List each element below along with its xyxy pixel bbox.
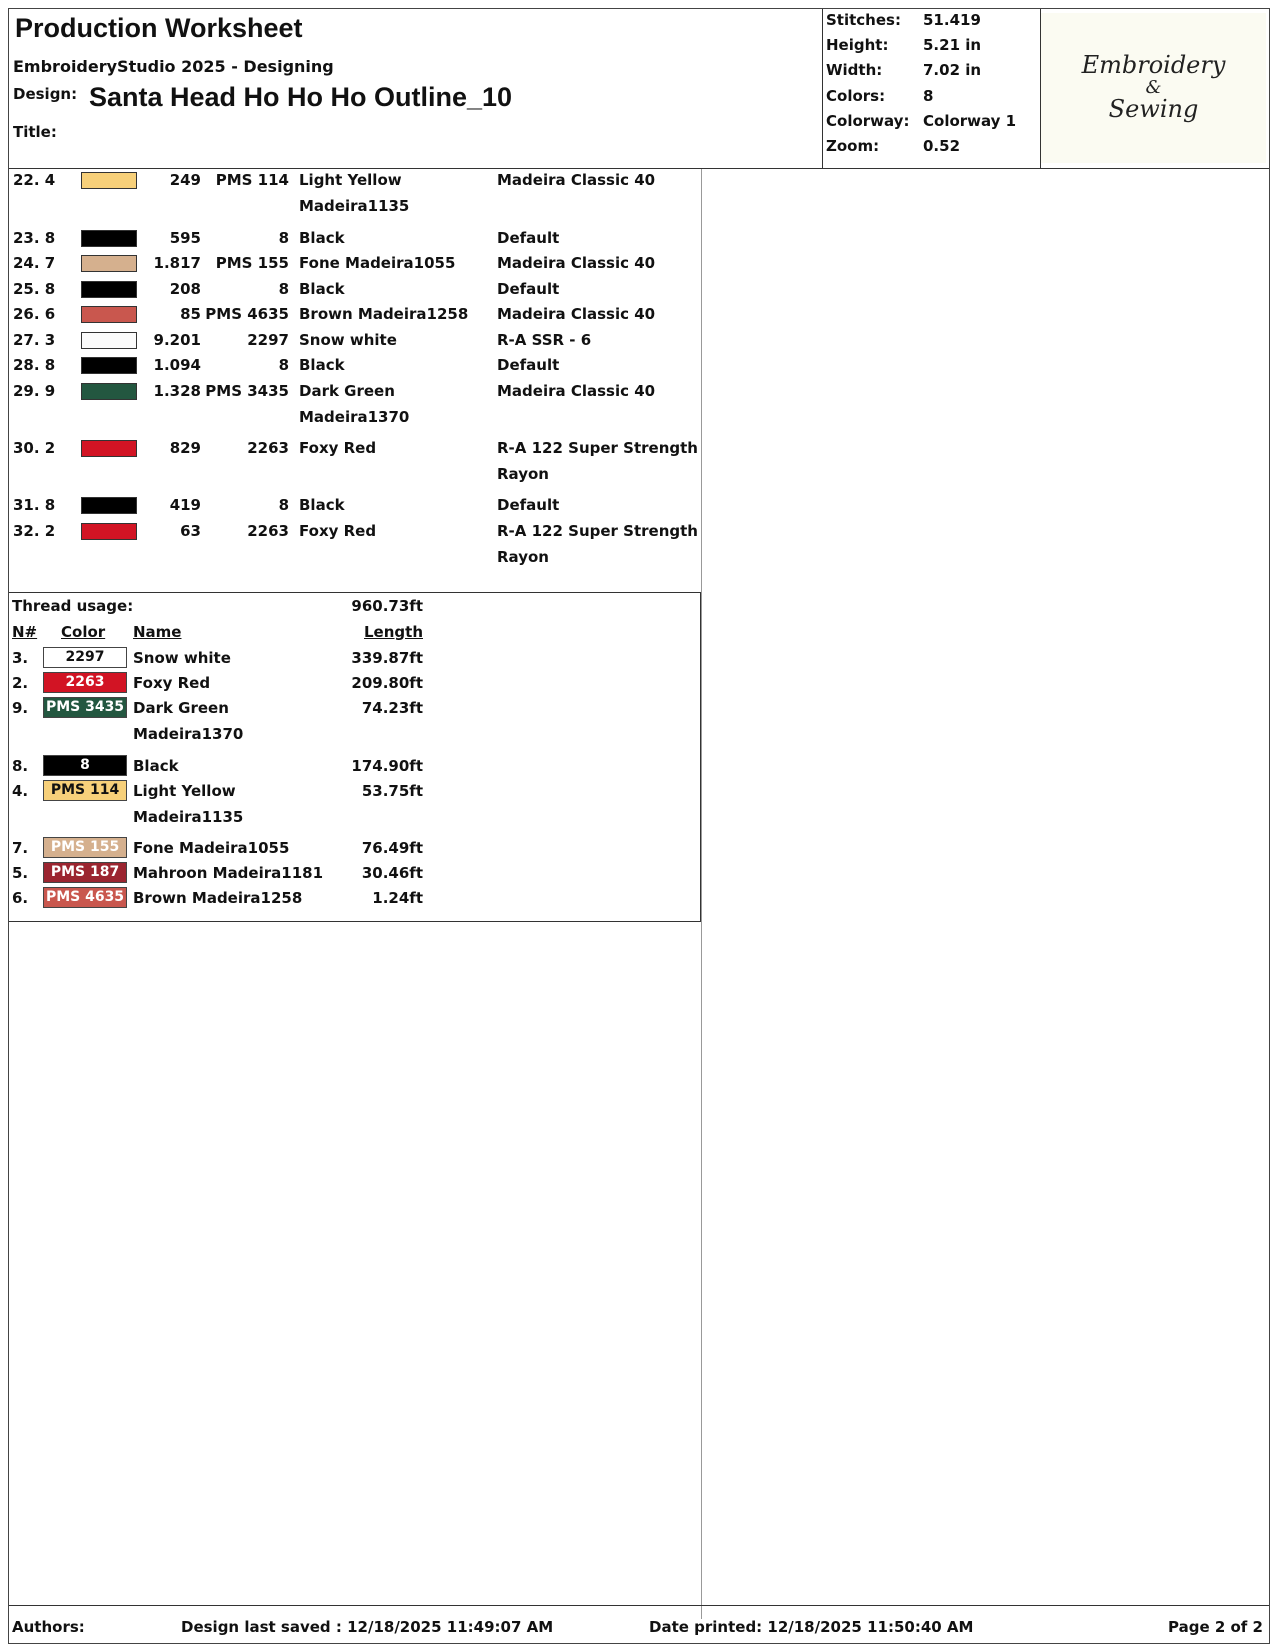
footer-page-number: Page 2 of 2	[1168, 1618, 1263, 1636]
stop-thread-brand: Default	[497, 356, 560, 374]
stat-value-colorway: Colorway 1	[923, 112, 1017, 130]
footer-date-printed: Date printed: 12/18/2025 11:50:40 AM	[649, 1618, 974, 1636]
usage-thread-name: Mahroon Madeira1181	[133, 864, 324, 882]
stop-thread-code: 8	[278, 229, 289, 247]
stop-thread-code: 8	[278, 356, 289, 374]
thread-usage-label: Thread usage:	[12, 597, 134, 615]
stop-thread-code: 8	[278, 280, 289, 298]
usage-thread-name: Brown Madeira1258	[133, 889, 303, 907]
stop-stitch-count: 249	[169, 171, 201, 189]
thread-color-chip: 2263	[43, 672, 127, 693]
stop-thread-name: Dark Green	[299, 382, 395, 400]
design-label: Design:	[13, 85, 78, 103]
usage-thread-name: Dark Green	[133, 699, 229, 717]
stop-thread-brand-line-2: Rayon	[497, 548, 549, 566]
column-header-name: Name	[133, 623, 182, 641]
usage-thread-length: 76.49ft	[361, 839, 423, 857]
stop-thread-brand-line-2: Rayon	[497, 465, 549, 483]
color-stop-row	[9, 382, 699, 426]
stop-thread-brand: Default	[497, 496, 560, 514]
stop-thread-name: Black	[299, 280, 345, 298]
footer-authors: Authors:	[12, 1618, 85, 1636]
color-stop-row	[9, 439, 699, 483]
stop-stitch-count: 85	[180, 305, 201, 323]
stop-thread-brand: Madeira Classic 40	[497, 171, 656, 189]
column-header-color: Color	[61, 623, 106, 641]
stop-thread-code: PMS 155	[215, 254, 289, 272]
stop-thread-name: Snow white	[299, 331, 397, 349]
stop-stitch-count: 9.201	[153, 331, 201, 349]
stop-number: 30. 2	[13, 439, 56, 457]
stat-value-stitches: 51.419	[923, 11, 981, 29]
stat-label-colorway: Colorway:	[826, 112, 910, 130]
page-title: Production Worksheet	[15, 13, 303, 43]
stop-thread-brand: Default	[497, 280, 560, 298]
stop-number: 27. 3	[13, 331, 56, 349]
stop-stitch-count: 419	[169, 496, 201, 514]
thread-color-chip: PMS 155	[43, 837, 127, 858]
color-stop-row	[9, 254, 699, 274]
logo	[1041, 13, 1266, 163]
worksheet-footer	[9, 1605, 1269, 1644]
stop-number: 23. 8	[13, 229, 56, 247]
usage-number: 4.	[12, 782, 29, 800]
stop-thread-brand: R-A SSR - 6	[497, 331, 592, 349]
logo-line-1: Embroidery	[1081, 51, 1226, 79]
design-name: Santa Head Ho Ho Ho Outline_10	[89, 82, 513, 112]
color-stop-row	[9, 331, 699, 351]
usage-thread-length: 1.24ft	[372, 889, 423, 907]
stat-value-width: 7.02 in	[923, 61, 982, 79]
usage-thread-length: 74.23ft	[361, 699, 423, 717]
usage-number: 2.	[12, 674, 29, 692]
usage-number: 9.	[12, 699, 29, 717]
stat-value-colors: 8	[923, 87, 934, 105]
color-swatch	[81, 440, 137, 457]
footer-last-saved: Design last saved : 12/18/2025 11:49:07 AM	[181, 1618, 554, 1636]
color-stop-row	[9, 305, 699, 325]
stop-number: 22. 4	[13, 171, 56, 189]
color-stop-row	[9, 522, 699, 566]
stop-thread-name: Foxy Red	[299, 522, 377, 540]
stop-number: 32. 2	[13, 522, 56, 540]
color-stop-row	[9, 171, 699, 215]
logo-line-3: Sewing	[1108, 95, 1199, 123]
stop-thread-name: Foxy Red	[299, 439, 377, 457]
app-name: EmbroideryStudio 2025 - Designing	[13, 57, 334, 76]
thread-usage-table	[9, 592, 701, 922]
usage-thread-name: Black	[133, 757, 179, 775]
stop-thread-brand: R-A 122 Super Strength	[497, 439, 698, 457]
stop-thread-code: 2263	[247, 522, 289, 540]
color-swatch	[81, 332, 137, 349]
usage-thread-name: Foxy Red	[133, 674, 211, 692]
stop-stitch-count: 1.328	[153, 382, 201, 400]
color-stop-row	[9, 496, 699, 516]
usage-number: 3.	[12, 649, 29, 667]
column-divider	[701, 169, 702, 1619]
column-header-length: Length	[364, 623, 423, 641]
color-swatch	[81, 497, 137, 514]
stop-thread-name: Fone Madeira1055	[299, 254, 456, 272]
usage-thread-name: Snow white	[133, 649, 231, 667]
stop-number: 25. 8	[13, 280, 56, 298]
color-swatch	[81, 281, 137, 298]
usage-thread-length: 339.87ft	[351, 649, 423, 667]
stop-stitch-count: 1.817	[153, 254, 201, 272]
color-swatch	[81, 255, 137, 272]
stop-number: 29. 9	[13, 382, 56, 400]
color-stop-row	[9, 280, 699, 300]
worksheet-header	[9, 9, 1269, 169]
stop-thread-code: 2297	[247, 331, 289, 349]
thread-color-chip: PMS 3435	[43, 697, 127, 718]
column-header-number: N#	[12, 623, 38, 641]
stop-stitch-count: 829	[169, 439, 201, 457]
color-swatch	[81, 230, 137, 247]
stop-thread-brand: Madeira Classic 40	[497, 305, 656, 323]
stop-thread-brand: Madeira Classic 40	[497, 254, 656, 272]
usage-thread-name-line-2: Madeira1370	[133, 725, 244, 743]
stat-label-height: Height:	[826, 36, 889, 54]
stat-label-zoom: Zoom:	[826, 137, 880, 155]
usage-thread-length: 209.80ft	[351, 674, 423, 692]
stop-thread-name: Black	[299, 229, 345, 247]
usage-number: 5.	[12, 864, 29, 882]
usage-thread-length: 53.75ft	[361, 782, 423, 800]
usage-thread-name: Fone Madeira1055	[133, 839, 290, 857]
color-swatch	[81, 357, 137, 374]
color-swatch	[81, 383, 137, 400]
stop-thread-name: Brown Madeira1258	[299, 305, 469, 323]
thread-color-chip: PMS 4635	[43, 887, 127, 908]
stop-thread-name: Black	[299, 496, 345, 514]
logo-line-2: &	[1145, 77, 1162, 98]
usage-thread-length: 174.90ft	[351, 757, 423, 775]
stop-thread-code: 8	[278, 496, 289, 514]
stop-thread-name: Black	[299, 356, 345, 374]
thread-color-chip: 2297	[43, 647, 127, 668]
stop-thread-name: Light Yellow	[299, 171, 402, 189]
thread-color-chip: PMS 187	[43, 862, 127, 883]
stop-number: 24. 7	[13, 254, 56, 272]
stat-value-zoom: 0.52	[923, 137, 961, 155]
stop-thread-brand: Default	[497, 229, 560, 247]
stop-thread-name-line-2: Madeira1135	[299, 197, 410, 215]
stop-number: 31. 8	[13, 496, 56, 514]
usage-thread-length: 30.46ft	[361, 864, 423, 882]
thread-usage-total: 960.73ft	[351, 597, 423, 615]
stop-thread-code: PMS 4635	[205, 305, 289, 323]
stat-label-width: Width:	[826, 61, 883, 79]
stop-thread-brand: Madeira Classic 40	[497, 382, 656, 400]
thread-color-chip: 8	[43, 755, 127, 776]
color-swatch	[81, 523, 137, 540]
stop-thread-code: PMS 3435	[205, 382, 289, 400]
usage-number: 8.	[12, 757, 29, 775]
stop-stitch-count: 63	[180, 522, 201, 540]
stat-value-height: 5.21 in	[923, 36, 982, 54]
stop-stitch-count: 1.094	[153, 356, 201, 374]
title-label: Title:	[13, 123, 57, 141]
worksheet-page	[8, 8, 1270, 1644]
usage-thread-name-line-2: Madeira1135	[133, 808, 244, 826]
stop-stitch-count: 208	[169, 280, 201, 298]
color-stop-row	[9, 356, 699, 376]
stop-stitch-count: 595	[169, 229, 201, 247]
usage-thread-name: Light Yellow	[133, 782, 236, 800]
design-stats	[822, 9, 1041, 168]
stop-thread-name-line-2: Madeira1370	[299, 408, 410, 426]
stop-number: 28. 8	[13, 356, 56, 374]
stop-thread-code: 2263	[247, 439, 289, 457]
thread-color-chip: PMS 114	[43, 780, 127, 801]
usage-number: 7.	[12, 839, 29, 857]
color-stop-row	[9, 229, 699, 249]
color-swatch	[81, 306, 137, 323]
usage-number: 6.	[12, 889, 29, 907]
stop-thread-brand: R-A 122 Super Strength	[497, 522, 698, 540]
stop-number: 26. 6	[13, 305, 56, 323]
stat-label-stitches: Stitches:	[826, 11, 901, 29]
stop-thread-code: PMS 114	[215, 171, 289, 189]
color-swatch	[81, 172, 137, 189]
stat-label-colors: Colors:	[826, 87, 886, 105]
